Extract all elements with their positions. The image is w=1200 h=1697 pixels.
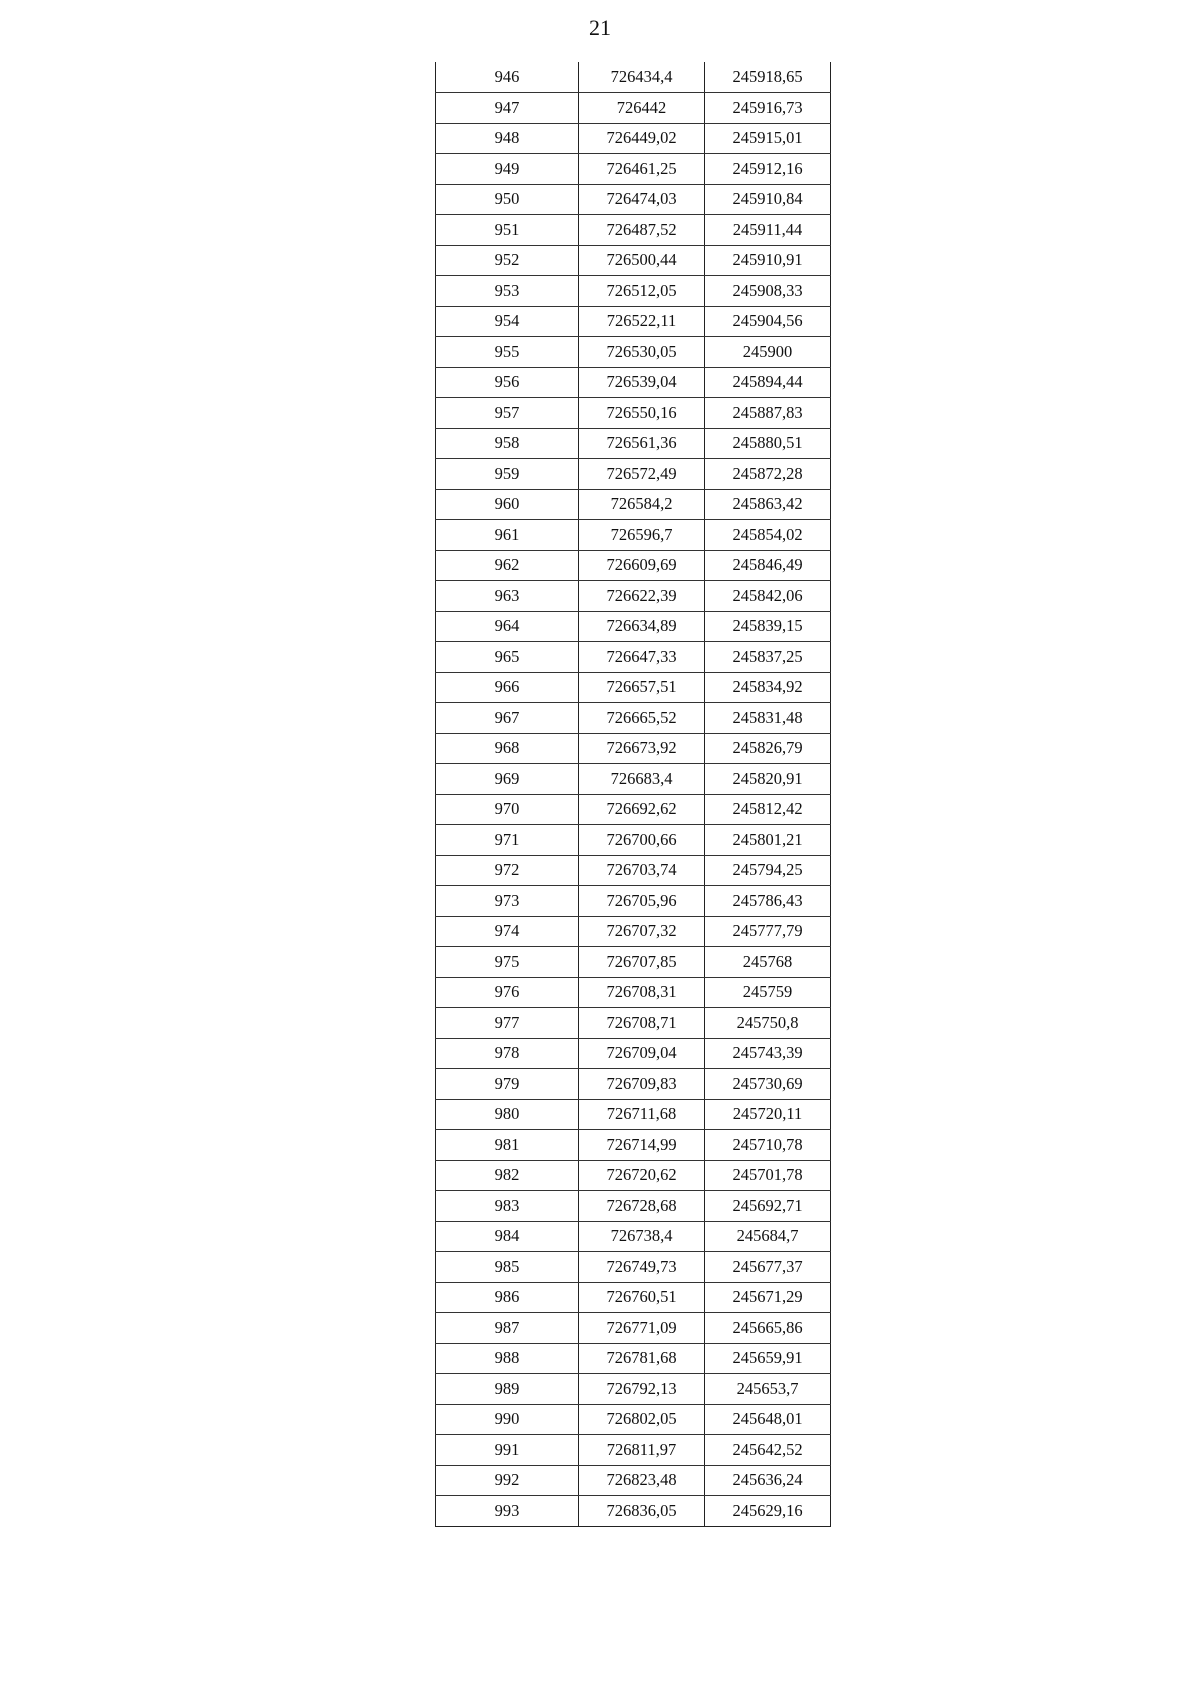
table-row — [436, 1160, 831, 1191]
point-number-cell: 973 — [436, 886, 579, 917]
point-number-cell: 993 — [436, 1496, 579, 1527]
x-coordinate-cell: 726550,16 — [579, 398, 705, 429]
x-coordinate-cell: 726461,25 — [579, 154, 705, 185]
y-coordinate-cell: 245768 — [705, 947, 831, 978]
y-coordinate-cell: 245659,91 — [705, 1343, 831, 1374]
table-row — [436, 489, 831, 520]
y-coordinate-cell: 245701,78 — [705, 1160, 831, 1191]
point-number-cell: 982 — [436, 1160, 579, 1191]
y-coordinate-cell: 245794,25 — [705, 855, 831, 886]
x-coordinate-cell: 726657,51 — [579, 672, 705, 703]
y-coordinate-cell: 245880,51 — [705, 428, 831, 459]
x-coordinate-cell: 726449,02 — [579, 123, 705, 154]
x-coordinate-cell: 726647,33 — [579, 642, 705, 673]
x-coordinate-cell: 726530,05 — [579, 337, 705, 368]
point-number-cell: 975 — [436, 947, 579, 978]
table-row — [436, 1374, 831, 1405]
point-number-cell: 978 — [436, 1038, 579, 1069]
y-coordinate-cell: 245759 — [705, 977, 831, 1008]
x-coordinate-cell: 726692,62 — [579, 794, 705, 825]
point-number-cell: 966 — [436, 672, 579, 703]
y-coordinate-cell: 245677,37 — [705, 1252, 831, 1283]
x-coordinate-cell: 726749,73 — [579, 1252, 705, 1283]
y-coordinate-cell: 245831,48 — [705, 703, 831, 734]
point-number-cell: 948 — [436, 123, 579, 154]
point-number-cell: 965 — [436, 642, 579, 673]
point-number-cell: 958 — [436, 428, 579, 459]
table-row — [436, 245, 831, 276]
x-coordinate-cell: 726665,52 — [579, 703, 705, 734]
point-number-cell: 971 — [436, 825, 579, 856]
x-coordinate-cell: 726539,04 — [579, 367, 705, 398]
y-coordinate-cell: 245684,7 — [705, 1221, 831, 1252]
table-row — [436, 947, 831, 978]
table-row — [436, 306, 831, 337]
table-row — [436, 672, 831, 703]
x-coordinate-cell: 726708,31 — [579, 977, 705, 1008]
x-coordinate-cell: 726707,32 — [579, 916, 705, 947]
x-coordinate-cell: 726823,48 — [579, 1465, 705, 1496]
point-number-cell: 984 — [436, 1221, 579, 1252]
point-number-cell: 962 — [436, 550, 579, 581]
point-number-cell: 986 — [436, 1282, 579, 1313]
point-number-cell: 987 — [436, 1313, 579, 1344]
point-number-cell: 964 — [436, 611, 579, 642]
x-coordinate-cell: 726703,74 — [579, 855, 705, 886]
x-coordinate-cell: 726708,71 — [579, 1008, 705, 1039]
x-coordinate-cell: 726836,05 — [579, 1496, 705, 1527]
x-coordinate-cell: 726673,92 — [579, 733, 705, 764]
point-number-cell: 954 — [436, 306, 579, 337]
y-coordinate-cell: 245629,16 — [732, 1500, 803, 1520]
y-coordinate-cell: 245671,29 — [705, 1282, 831, 1313]
point-number-cell: 955 — [436, 337, 579, 368]
y-coordinate-cell: 245720,11 — [705, 1099, 831, 1130]
y-coordinate-cell: 245826,79 — [705, 733, 831, 764]
point-number-cell: 961 — [436, 520, 579, 551]
table-row — [436, 581, 831, 612]
table-row — [436, 642, 831, 673]
y-coordinate-cell: 245636,24 — [705, 1465, 831, 1496]
y-coordinate-cell: 245653,7 — [705, 1374, 831, 1405]
y-coordinate-cell: 245648,01 — [705, 1404, 831, 1435]
table-row — [436, 93, 831, 124]
point-number-cell: 963 — [436, 581, 579, 612]
x-coordinate-cell: 726792,13 — [579, 1374, 705, 1405]
point-number-cell: 970 — [436, 794, 579, 825]
x-coordinate-cell: 726771,09 — [579, 1313, 705, 1344]
y-coordinate-cell: 245750,8 — [705, 1008, 831, 1039]
x-coordinate-cell: 726709,04 — [579, 1038, 705, 1069]
table-row — [436, 367, 831, 398]
table-row — [436, 1282, 831, 1313]
y-coordinate-cell: 245812,42 — [705, 794, 831, 825]
point-number-cell: 949 — [436, 154, 579, 185]
point-number-cell: 967 — [436, 703, 579, 734]
point-number-cell: 952 — [436, 245, 579, 276]
table-row — [436, 62, 831, 93]
table-row — [436, 1496, 831, 1527]
x-coordinate-cell: 726487,52 — [579, 215, 705, 246]
x-coordinate-cell: 726434,4 — [579, 62, 705, 93]
point-number-cell: 980 — [436, 1099, 579, 1130]
y-coordinate-cell: 245839,15 — [705, 611, 831, 642]
y-coordinate-cell: 245911,44 — [705, 215, 831, 246]
table-row — [436, 1404, 831, 1435]
point-number-cell: 953 — [436, 276, 579, 307]
table-row — [436, 459, 831, 490]
x-coordinate-cell: 726714,99 — [579, 1130, 705, 1161]
y-coordinate-cell: 245834,92 — [705, 672, 831, 703]
y-coordinate-cell: 245777,79 — [705, 916, 831, 947]
table-row — [436, 1435, 831, 1466]
point-number-cell: 983 — [436, 1191, 579, 1222]
y-coordinate-cell: 245900 — [705, 337, 831, 368]
table-row — [436, 916, 831, 947]
y-coordinate-cell: 245912,16 — [705, 154, 831, 185]
table-row — [436, 1465, 831, 1496]
y-coordinate-cell: 245863,42 — [705, 489, 831, 520]
x-coordinate-cell: 726561,36 — [579, 428, 705, 459]
y-coordinate-cell: 245743,39 — [705, 1038, 831, 1069]
x-coordinate-cell: 726711,68 — [579, 1099, 705, 1130]
x-coordinate-cell: 726781,68 — [579, 1343, 705, 1374]
table-row — [436, 886, 831, 917]
y-coordinate-cell: 245786,43 — [705, 886, 831, 917]
y-coordinate-cell: 245910,91 — [705, 245, 831, 276]
page-number: 21 — [589, 15, 611, 40]
x-coordinate-cell: 726738,4 — [579, 1221, 705, 1252]
y-coordinate-cell: 245854,02 — [705, 520, 831, 551]
y-coordinate-cell: 245916,73 — [705, 93, 831, 124]
point-number-cell: 950 — [436, 184, 579, 215]
point-number-cell: 969 — [436, 764, 579, 795]
y-coordinate-cell: 245904,56 — [705, 306, 831, 337]
table-row — [436, 398, 831, 429]
y-coordinate-cell: 245910,84 — [705, 184, 831, 215]
coordinates-table — [435, 62, 831, 1527]
table-row — [436, 1099, 831, 1130]
table-row — [436, 550, 831, 581]
table-row — [436, 611, 831, 642]
x-coordinate-cell: 726634,89 — [579, 611, 705, 642]
point-number-cell: 990 — [436, 1404, 579, 1435]
point-number-cell: 968 — [436, 733, 579, 764]
point-number-cell: 988 — [436, 1343, 579, 1374]
y-coordinate-cell: 245837,25 — [705, 642, 831, 673]
table-row — [436, 703, 831, 734]
point-number-cell: 951 — [436, 215, 579, 246]
table-row — [436, 1221, 831, 1252]
table-row — [436, 1069, 831, 1100]
x-coordinate-cell: 726512,05 — [579, 276, 705, 307]
x-coordinate-cell: 726442 — [579, 93, 705, 124]
x-coordinate-cell: 726572,49 — [579, 459, 705, 490]
table-row — [436, 977, 831, 1008]
point-number-cell: 981 — [436, 1130, 579, 1161]
point-number-cell: 956 — [436, 367, 579, 398]
x-coordinate-cell: 726709,83 — [579, 1069, 705, 1100]
table-row — [436, 1343, 831, 1374]
y-coordinate-cell: 245801,21 — [705, 825, 831, 856]
x-coordinate-cell: 726683,4 — [579, 764, 705, 795]
table-row — [436, 1038, 831, 1069]
point-number-cell: 972 — [436, 855, 579, 886]
table-row — [436, 276, 831, 307]
point-number-cell: 989 — [436, 1374, 579, 1405]
table-row — [436, 154, 831, 185]
table-row — [436, 1008, 831, 1039]
point-number-cell: 974 — [436, 916, 579, 947]
y-coordinate-cell: 245915,01 — [705, 123, 831, 154]
y-coordinate-cell: 245820,91 — [705, 764, 831, 795]
x-coordinate-cell: 726802,05 — [579, 1404, 705, 1435]
y-coordinate-cell: 245908,33 — [705, 276, 831, 307]
y-coordinate-cell: 245665,86 — [705, 1313, 831, 1344]
x-coordinate-cell: 726596,7 — [579, 520, 705, 551]
table-row — [436, 1313, 831, 1344]
point-number-cell: 977 — [436, 1008, 579, 1039]
y-coordinate-cell: 245918,65 — [705, 62, 831, 93]
x-coordinate-cell: 726811,97 — [579, 1435, 705, 1466]
table-row — [436, 825, 831, 856]
x-coordinate-cell: 726584,2 — [579, 489, 705, 520]
x-coordinate-cell: 726522,11 — [579, 306, 705, 337]
table-row — [436, 733, 831, 764]
x-coordinate-cell: 726622,39 — [579, 581, 705, 612]
y-coordinate-cell: 245846,49 — [705, 550, 831, 581]
y-coordinate-cell: 245872,28 — [705, 459, 831, 490]
point-number-cell: 979 — [436, 1069, 579, 1100]
point-number-cell: 992 — [436, 1465, 579, 1496]
x-coordinate-cell: 726474,03 — [579, 184, 705, 215]
point-number-cell: 960 — [436, 489, 579, 520]
y-coordinate-cell: 245710,78 — [705, 1130, 831, 1161]
x-coordinate-cell: 726720,62 — [579, 1160, 705, 1191]
table-row — [436, 123, 831, 154]
table-row — [436, 1191, 831, 1222]
y-coordinate-cell: 245894,44 — [705, 367, 831, 398]
x-coordinate-cell: 726700,66 — [579, 825, 705, 856]
x-coordinate-cell: 726705,96 — [579, 886, 705, 917]
point-number-cell: 947 — [436, 93, 579, 124]
x-coordinate-cell: 726609,69 — [579, 550, 705, 581]
coordinates-table-body — [436, 62, 831, 1526]
point-number-cell: 985 — [436, 1252, 579, 1283]
y-coordinate-cell: 245692,71 — [705, 1191, 831, 1222]
y-coordinate-cell: 245887,83 — [705, 398, 831, 429]
point-number-cell: 959 — [436, 459, 579, 490]
table-row — [436, 520, 831, 551]
y-coordinate-cell: 245842,06 — [705, 581, 831, 612]
table-row — [436, 764, 831, 795]
table-row — [436, 337, 831, 368]
table-row — [436, 215, 831, 246]
table-row — [436, 1130, 831, 1161]
x-coordinate-cell: 726707,85 — [579, 947, 705, 978]
x-coordinate-cell: 726728,68 — [579, 1191, 705, 1222]
x-coordinate-cell: 726500,44 — [579, 245, 705, 276]
point-number-cell: 976 — [436, 977, 579, 1008]
table-row — [436, 184, 831, 215]
y-coordinate-cell: 245730,69 — [705, 1069, 831, 1100]
table-row — [436, 428, 831, 459]
table-row — [436, 794, 831, 825]
point-number-cell: 991 — [436, 1435, 579, 1466]
table-row — [436, 1252, 831, 1283]
y-coordinate-cell: 245642,52 — [705, 1435, 831, 1466]
point-number-cell: 957 — [436, 398, 579, 429]
table-row — [436, 855, 831, 886]
point-number-cell: 946 — [436, 62, 579, 93]
x-coordinate-cell: 726760,51 — [579, 1282, 705, 1313]
